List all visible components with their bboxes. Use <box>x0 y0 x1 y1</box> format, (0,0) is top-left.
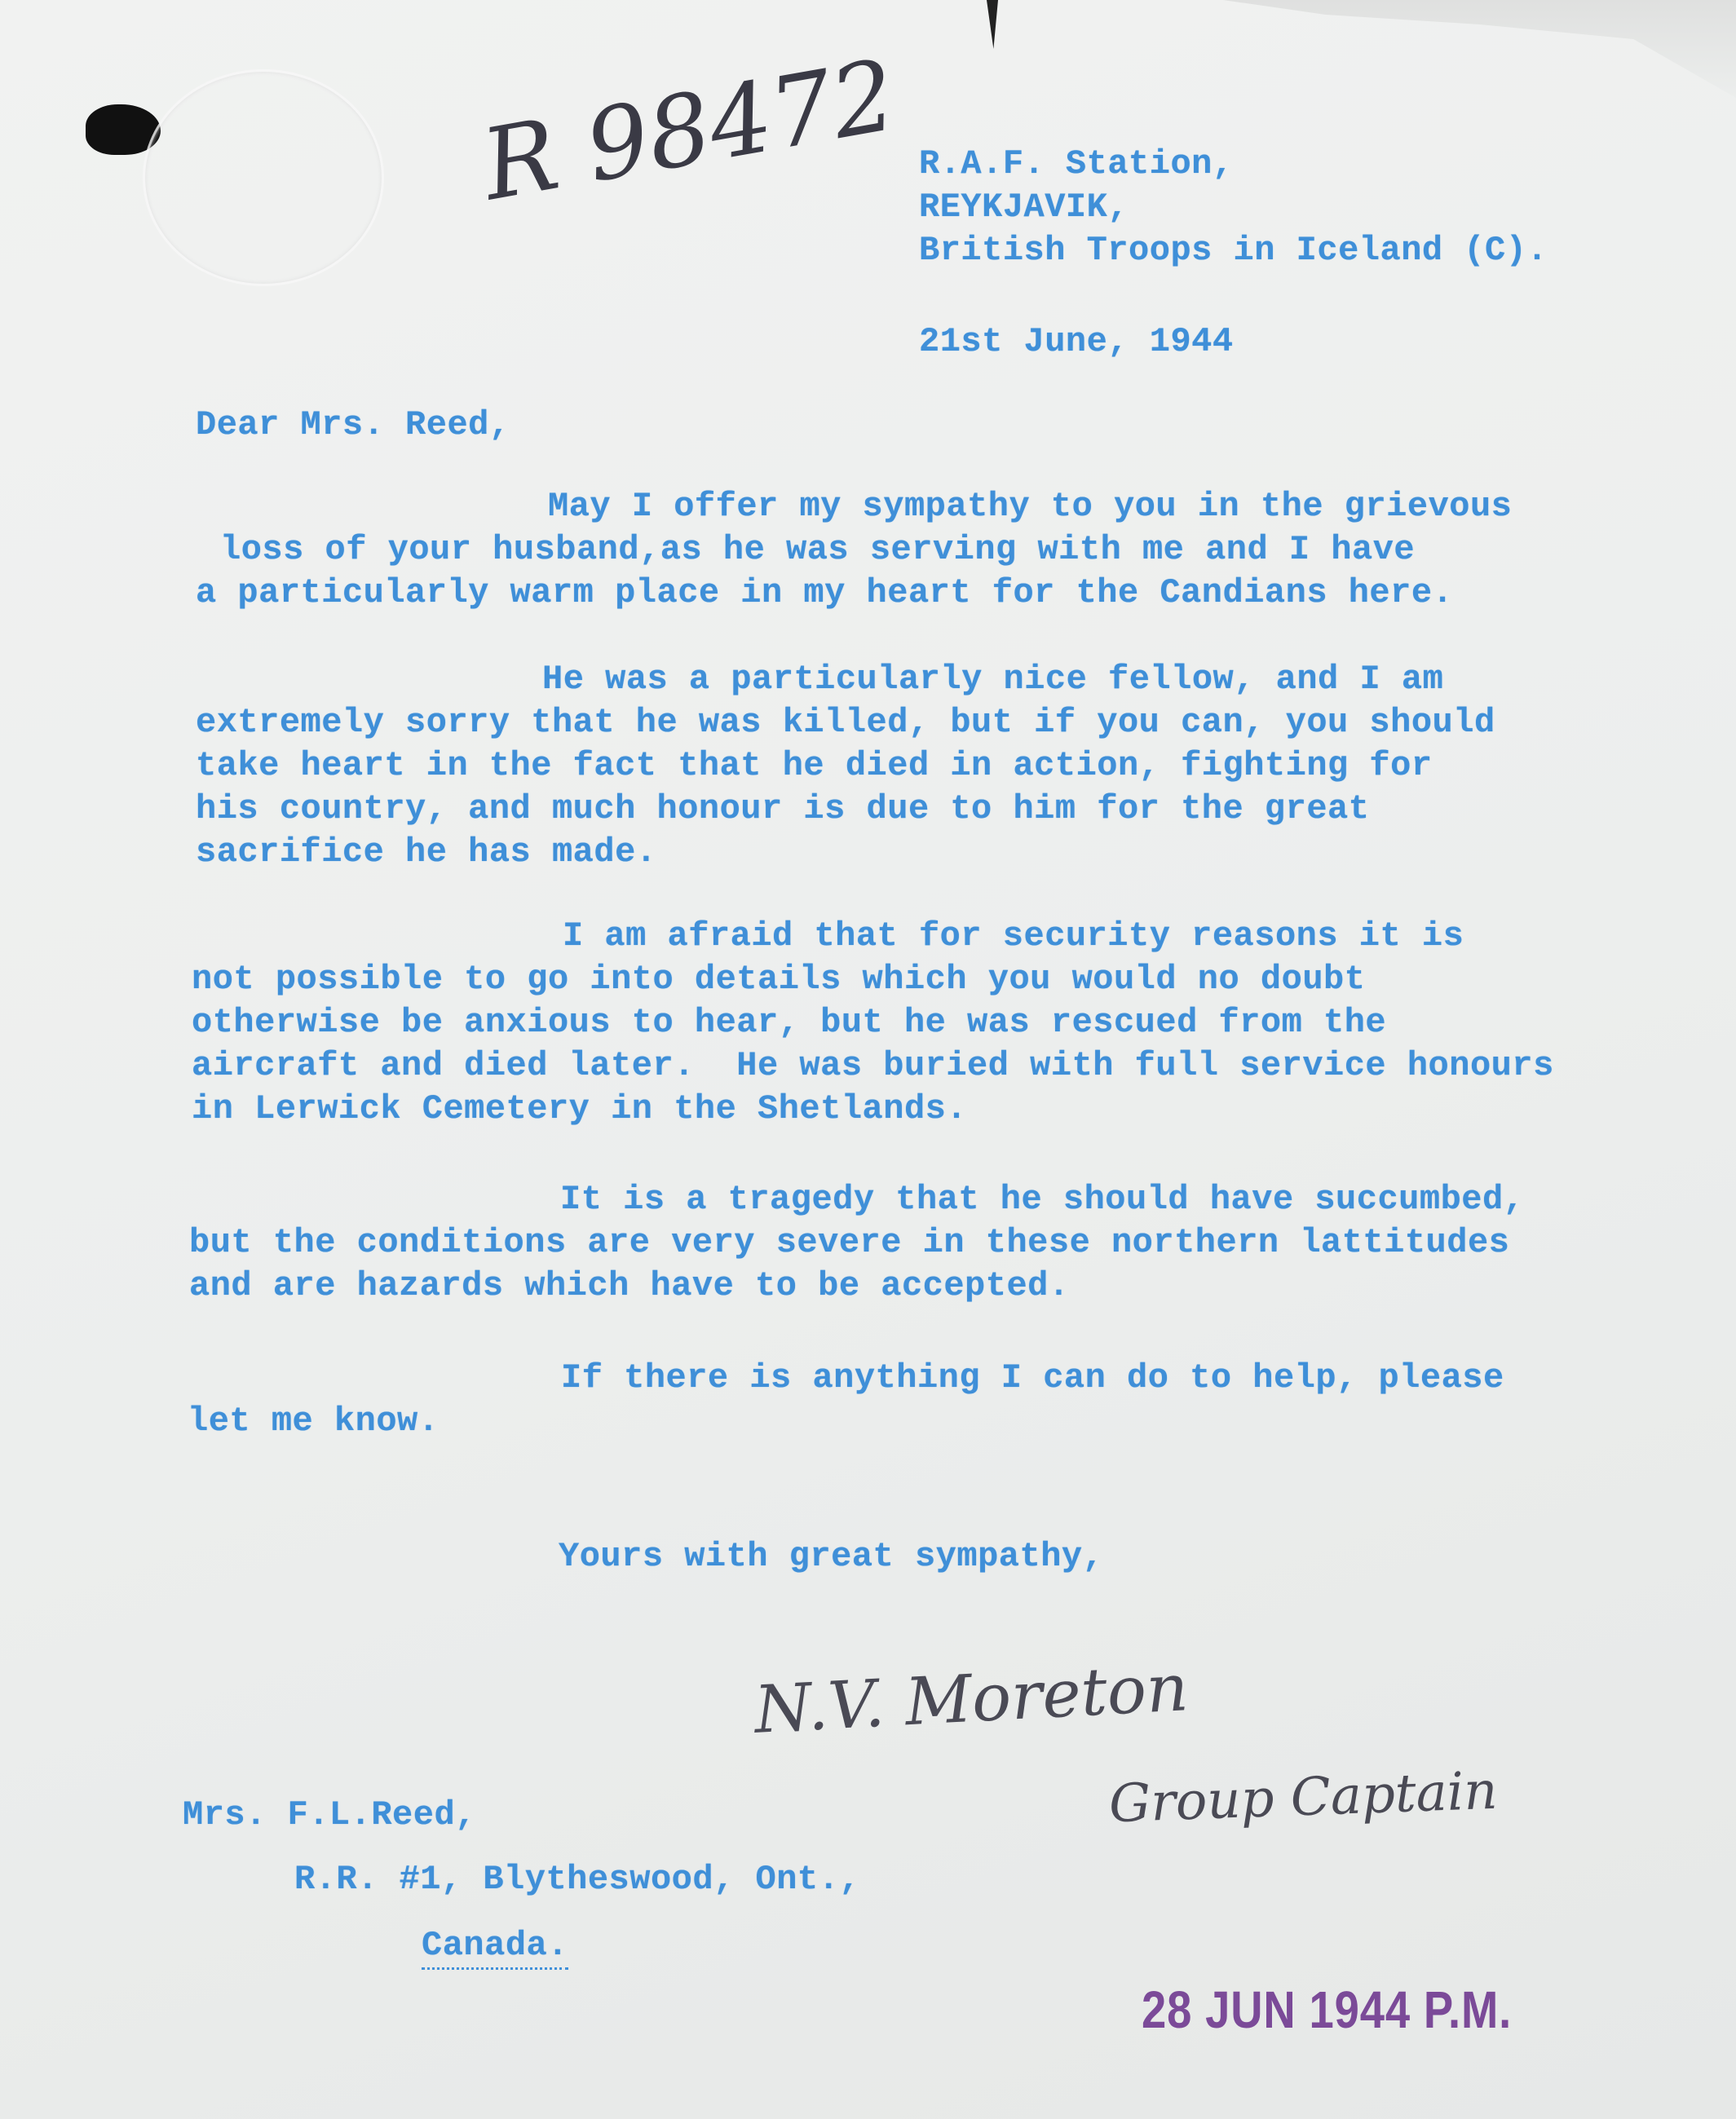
torn-corner <box>1223 0 1736 98</box>
paragraph-line: let me know. <box>188 1402 440 1441</box>
salutation: Dear Mrs. Reed, <box>196 405 510 444</box>
paragraph-line: extremely sorry that he was killed, but if you can, you should <box>196 703 1495 742</box>
letter-date: 21st June, 1944 <box>919 322 1234 361</box>
paragraph-line: It is a tragedy that he should have succumbed, <box>560 1180 1525 1219</box>
paragraph-1 <box>196 485 1512 615</box>
paper-tear <box>987 0 998 49</box>
paragraph-line: If there is anything I can do to help, please <box>561 1358 1504 1397</box>
letterhead-line: British Troops in Iceland (C). <box>919 231 1548 270</box>
embossed-crest-seal <box>143 69 384 286</box>
paragraph-line: loss of your husband,as he was serving with me and I have <box>220 530 1416 569</box>
recipient-street: R.R. #1, Blytheswood, Ont., <box>294 1860 861 1899</box>
paragraph-5 <box>188 1357 1504 1443</box>
paragraph-line: aircraft and died later. He was buried with full service honours <box>192 1046 1554 1085</box>
paragraph-line: I am afraid that for security reasons it is <box>563 916 1464 956</box>
letterhead-line: R.A.F. Station, <box>919 144 1234 183</box>
paragraph-line: in Lerwick Cemetery in the Shetlands. <box>192 1089 968 1128</box>
paragraph-line: take heart in the fact that he died in action, fighting for <box>196 746 1433 785</box>
letterhead-line: REYKJAVIK, <box>919 188 1129 227</box>
paragraph-line: a particularly warm place in my heart for the Candians here. <box>196 573 1454 612</box>
paragraph-line: He was a particularly nice fellow, and I am <box>542 660 1444 699</box>
paragraph-line: not possible to go into details which you would no doubt <box>192 960 1366 999</box>
recipient-country: Canada. <box>422 1924 568 1970</box>
received-date-stamp: 28 JUN 1944 P.M. <box>1142 1980 1513 2039</box>
recipient-name: Mrs. F.L.Reed, <box>183 1795 476 1834</box>
paragraph-line: but the conditions are very severe in these northern lattitudes <box>189 1223 1510 1262</box>
file-reference-handwritten: R 98472 <box>474 38 904 223</box>
paragraph-3 <box>192 915 1554 1131</box>
paragraph-4 <box>189 1178 1524 1308</box>
paragraph-line: May I offer my sympathy to you in the grievous <box>548 487 1513 526</box>
signature: N.V. Moreton <box>752 1649 1190 1748</box>
paragraph-line: otherwise be anxious to hear, but he was rescued from the <box>192 1003 1387 1042</box>
paragraph-line: sacrifice he has made. <box>196 832 657 872</box>
letterhead <box>919 143 1548 272</box>
signature-title-handwritten: Group Captain <box>1107 1760 1499 1835</box>
paragraph-line: and are hazards which have to be accepted. <box>189 1266 1070 1305</box>
paragraph-2 <box>196 658 1495 874</box>
paragraph-line: his country, and much honour is due to him for the great <box>196 789 1370 828</box>
closing: Yours with great sympathy, <box>559 1537 1104 1576</box>
